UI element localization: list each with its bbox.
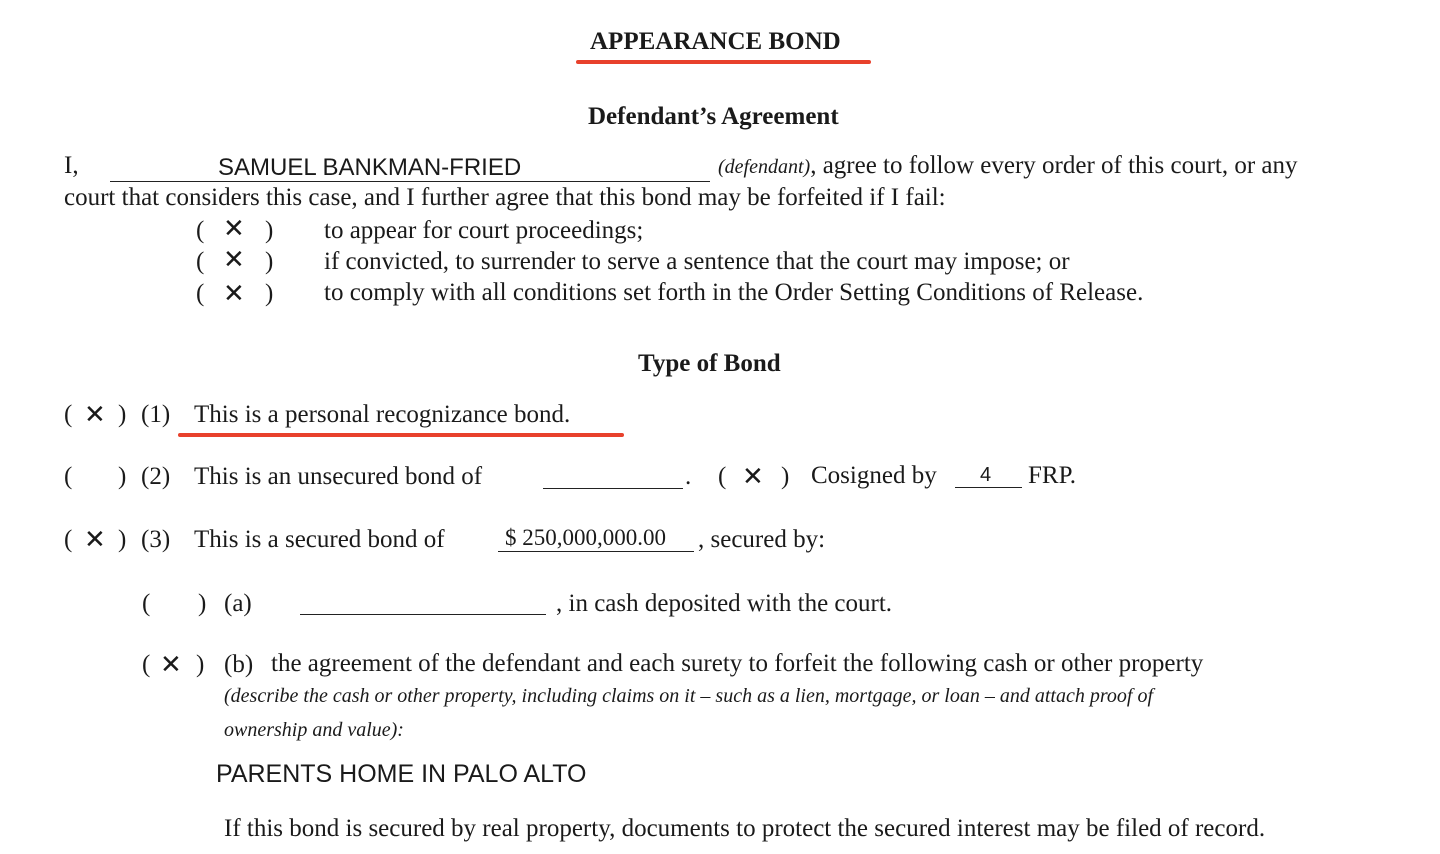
- document-title: APPEARANCE BOND: [590, 28, 841, 55]
- option-number: (2): [141, 463, 171, 490]
- option1-highlight: [178, 433, 624, 437]
- agreement-line1-rest: , agree to follow every order of this court, or any: [810, 152, 1298, 179]
- option-letter: (a): [224, 590, 252, 617]
- agreement-line2: court that considers this case, and I further agree that this bond may be forfeited if I fail:: [64, 184, 946, 211]
- cosigned-count-line: [955, 487, 1022, 488]
- defendant-label: (defendant): [718, 156, 811, 178]
- agreement-prefix: I,: [64, 152, 79, 179]
- property-instructions-line2: ownership and value):: [224, 719, 404, 741]
- condition-text: to comply with all conditions set forth in the Order Setting Conditions of Release.: [324, 279, 1144, 306]
- checkbox-x-icon: ✕: [84, 400, 106, 430]
- secured-amount-line: [498, 551, 694, 552]
- agreement-heading: Defendant’s Agreement: [588, 103, 839, 130]
- bond-type-heading: Type of Bond: [638, 350, 781, 377]
- option-text: This is a personal recognizance bond.: [194, 401, 571, 428]
- option-number: (3): [141, 526, 171, 553]
- option-text: This is a secured bond of: [194, 526, 445, 553]
- secured-amount: $ 250,000,000.00: [505, 525, 666, 550]
- defendant-name-line: [110, 181, 710, 182]
- checkbox-x-icon: ✕: [84, 525, 106, 555]
- defendant-name: SAMUEL BANKMAN-FRIED: [218, 154, 522, 181]
- real-property-note: If this bond is secured by real property, documents to protect the secured interest may be filed of record.: [224, 815, 1266, 842]
- cosigned-count: 4: [980, 464, 992, 486]
- checkbox-x-icon: ✕: [742, 462, 764, 492]
- secured-suffix: , secured by:: [698, 526, 826, 553]
- option-period: .: [685, 463, 692, 490]
- cosigned-suffix: FRP.: [1028, 462, 1076, 489]
- checkbox-x-icon: ✕: [223, 214, 245, 244]
- option-text: This is an unsecured bond of: [194, 463, 483, 490]
- checkbox-x-icon: ✕: [160, 650, 182, 680]
- title-highlight: [576, 60, 871, 64]
- cash-amount-line: [300, 614, 546, 615]
- unsecured-amount-line: [543, 488, 683, 489]
- cosigned-label: Cosigned by: [811, 462, 937, 489]
- property-instructions-line1: (describe the cash or other property, including claims on it – such as a lien, mortgage, or loan – and attach proof of: [224, 685, 1153, 707]
- option-letter: (b): [224, 651, 254, 678]
- condition-text: to appear for court proceedings;: [324, 217, 644, 244]
- option-text: , in cash deposited with the court.: [556, 590, 893, 617]
- agreement-line1: [718, 153, 1298, 178]
- condition-text: if convicted, to surrender to serve a sentence that the court may impose; or: [324, 248, 1070, 275]
- option-number: (1): [141, 401, 171, 428]
- checkbox-x-icon: ✕: [223, 279, 245, 309]
- property-description: PARENTS HOME IN PALO ALTO: [216, 760, 587, 788]
- option-text: the agreement of the defendant and each surety to forfeit the following cash or other property: [271, 650, 1204, 677]
- checkbox-x-icon: ✕: [223, 245, 245, 275]
